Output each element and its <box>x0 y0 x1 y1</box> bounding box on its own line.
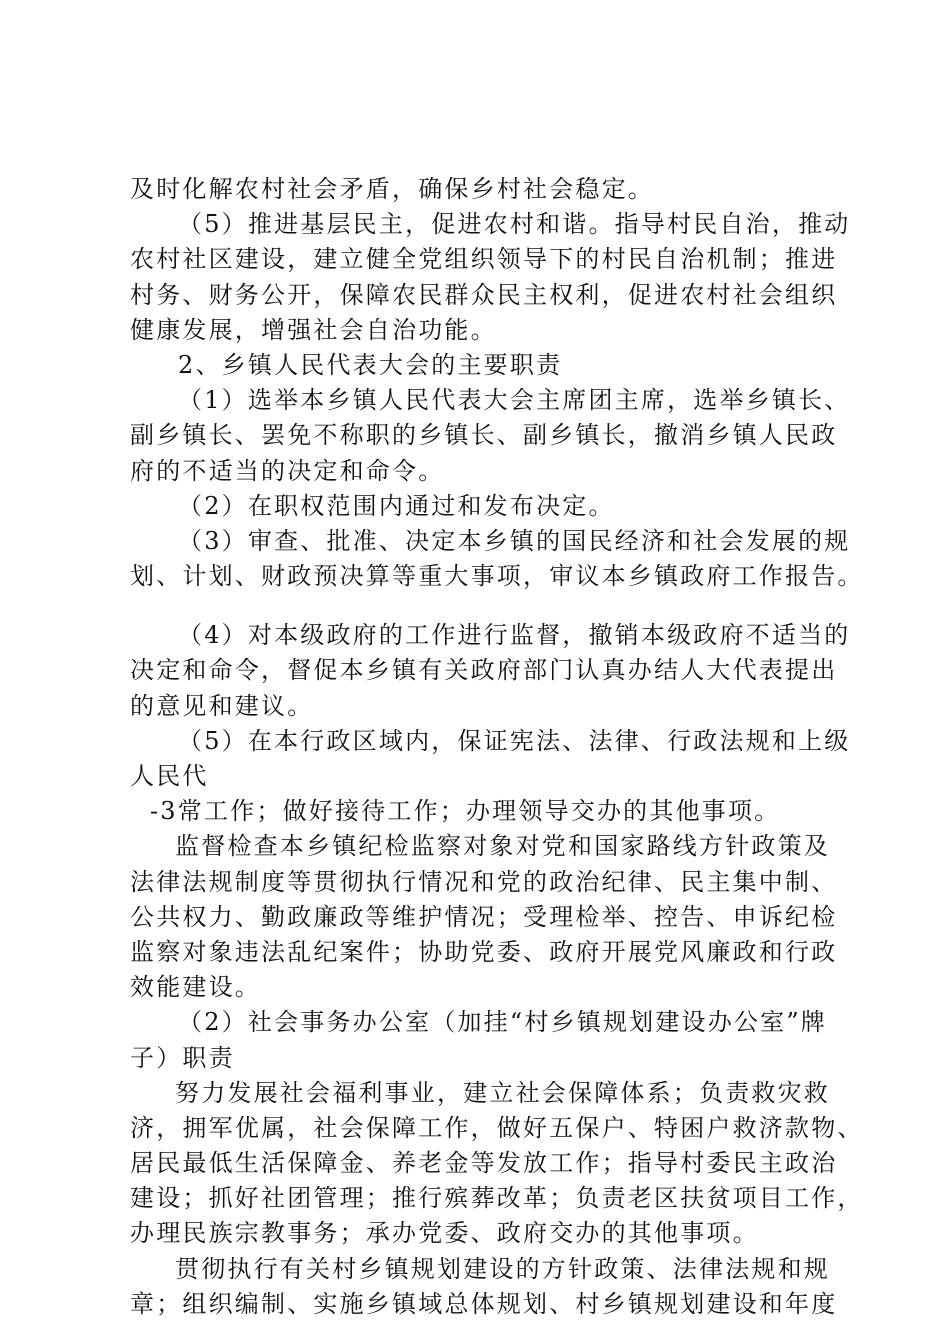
paragraph-line: （4）对本级政府的工作进行监督，撤销本级政府不适当的 <box>178 621 851 650</box>
paragraph-line: 村务、财务公开，保障农民群众民主权利，促进农村社会组织 <box>130 280 838 309</box>
paragraph-line: 公共权力、勤政廉政等维护情况；受理检举、控告、申诉纪检 <box>130 902 838 931</box>
paragraph-line: 效能建设。 <box>130 973 261 1002</box>
paragraph-line: 法律法规制度等贯彻执行情况和党的政治纪律、民主集中制、 <box>130 867 838 896</box>
paragraph-line: 办理民族宗教事务；承办党委、政府交办的其他事项。 <box>130 1219 759 1248</box>
paragraph-line: （5）推进基层民主，促进农村和谐。指导村民自治，推动 <box>178 210 851 239</box>
paragraph-line: 划、计划、财政预决算等重大事项，审议本乡镇政府工作报告。 <box>130 562 864 591</box>
paragraph-line: 人民代 <box>130 762 209 790</box>
paragraph-line: （2）社会事务办公室（加挂“村乡镇规划建设办公室”牌 <box>178 1008 828 1037</box>
paragraph-line: （2）在职权范围内通过和发布决定。 <box>178 491 615 520</box>
paragraph-line: （3）审查、批准、决定本乡镇的国民经济和社会发展的规 <box>178 526 851 555</box>
paragraph-line: 府的不适当的决定和命令。 <box>130 456 445 485</box>
paragraph-line: 农村社区建设，建立健全党组织领导下的村民自治机制；推进 <box>130 245 838 274</box>
paragraph-line: 监察对象违法乱纪案件；协助党委、政府开展党风廉政和行政 <box>130 937 838 966</box>
paragraph-line: 的意见和建议。 <box>130 691 314 720</box>
paragraph-line: 贯彻执行有关村乡镇规划建设的方针政策、法律法规和规 <box>175 1254 830 1283</box>
paragraph-line: 决定和命令，督促本乡镇有关政府部门认真办结人大代表提出 <box>130 656 838 685</box>
paragraph-line: 济，拥军优属，社会保障工作，做好五保户、特困户救济款物、 <box>130 1113 864 1142</box>
paragraph-line: 监督检查本乡镇纪检监察对象对党和国家路线方针政策及 <box>175 832 830 861</box>
document-body <box>130 172 864 1322</box>
paragraph-gap <box>130 594 850 618</box>
paragraph-line: 努力发展社会福利事业，建立社会保障体系；负责救灾救 <box>175 1078 830 1107</box>
paragraph-line: 居民最低生活保障金、养老金等发放工作；指导村委民主政治 <box>130 1149 838 1178</box>
paragraph-line: （1）选举本乡镇人民代表大会主席团主席，选举乡镇长、 <box>178 386 851 415</box>
paragraph-line: 子）职责 <box>130 1043 235 1072</box>
section-heading: 2、乡镇人民代表大会的主要职责 <box>178 350 563 379</box>
paragraph-line: 及时化解农村社会矛盾，确保乡村社会稳定。 <box>130 175 654 203</box>
paragraph-line: 副乡镇长、罢免不称职的乡镇长、副乡镇长，撤消乡镇人民政 <box>130 421 838 450</box>
paragraph-line: （5）在本行政区域内，保证宪法、法律、行政法规和上级 <box>178 726 851 755</box>
paragraph-line: 建设；抓好社团管理；推行殡葬改革；负责老区扶贫项目工作， <box>130 1184 864 1213</box>
page-number-line: -3常工作；做好接待工作；办理领导交办的其他事项。 <box>150 797 781 826</box>
paragraph-line: 章；组织编制、实施乡镇域总体规划、村乡镇规划建设和年度 <box>130 1289 838 1318</box>
paragraph-line: 健康发展，增强社会自治功能。 <box>130 315 497 344</box>
